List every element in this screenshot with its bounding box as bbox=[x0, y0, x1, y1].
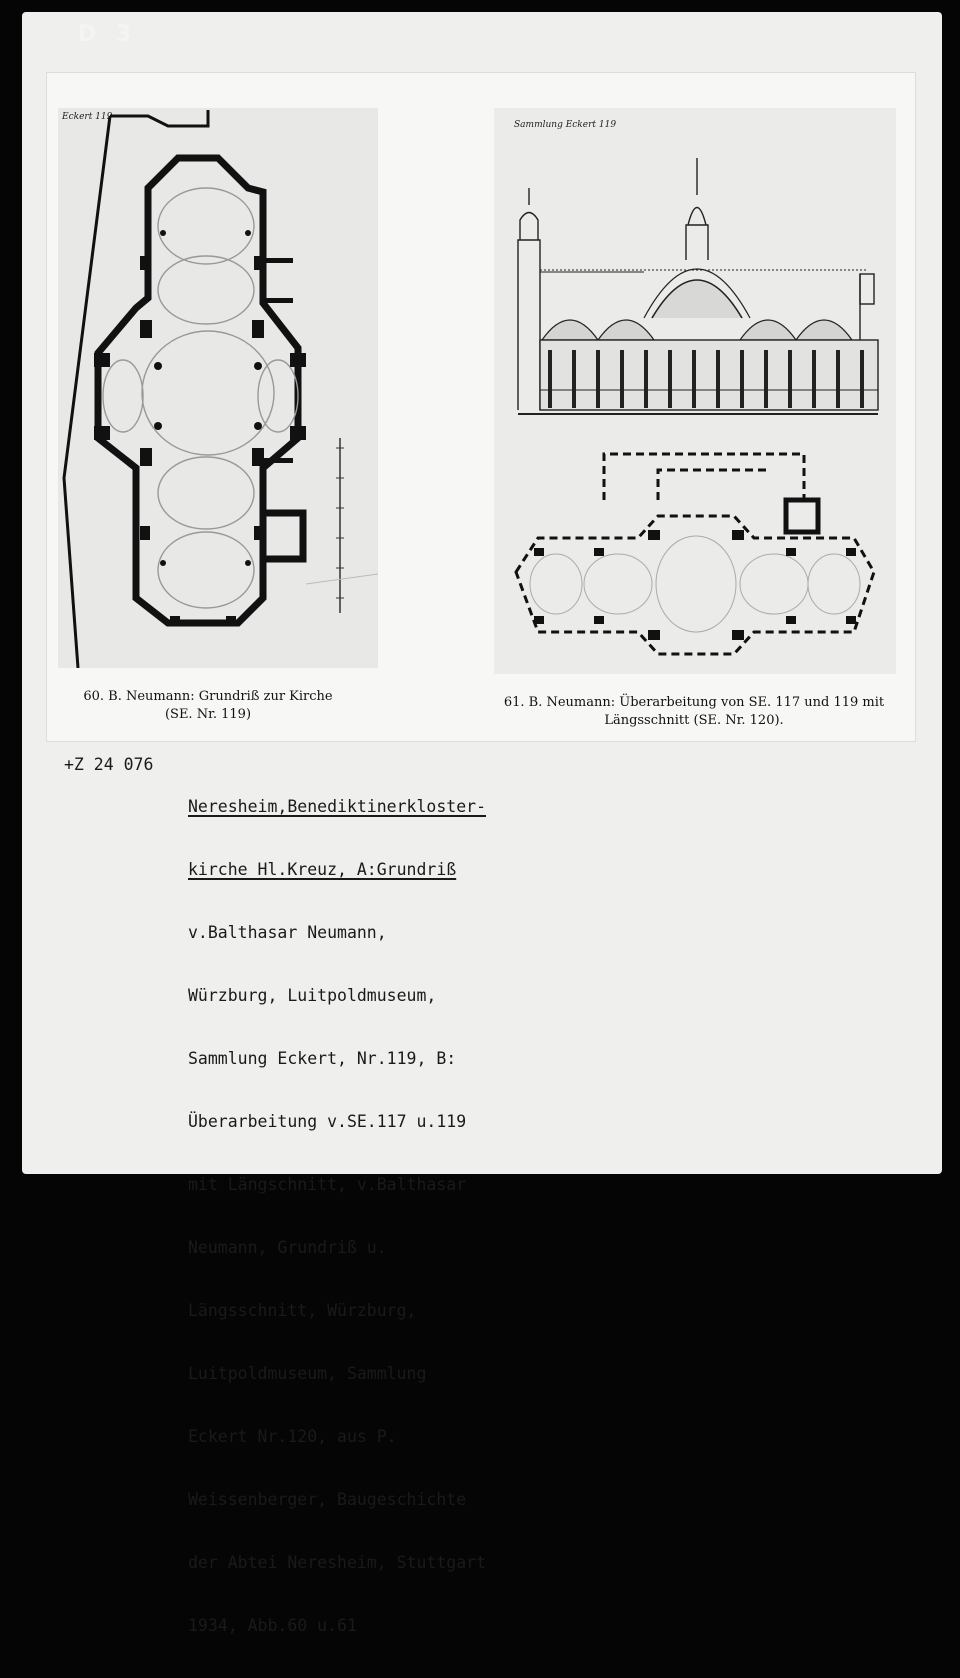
right-sheet-label: Sammlung Eckert 119 bbox=[514, 120, 617, 130]
longitudinal-section-drawing bbox=[508, 150, 882, 422]
revised-floor-plan-drawing bbox=[508, 440, 882, 668]
description-line: Eckert Nr.120, aus P. bbox=[188, 1427, 397, 1446]
left-caption-line1: 60. B. Neumann: Grundriß zur Kirche bbox=[83, 689, 333, 704]
description-line: Würzburg, Luitpoldmuseum, bbox=[188, 986, 437, 1005]
description-line: Sammlung Eckert, Nr.119, B: bbox=[188, 1049, 457, 1068]
description-line: kirche Hl.Kreuz, A:Grundriß bbox=[188, 860, 457, 879]
left-caption-line2: (SE. Nr. 119) bbox=[164, 707, 252, 722]
left-plate-caption bbox=[66, 688, 350, 724]
right-caption-line1: 61. B. Neumann: Überarbeitung von SE. 117 und 119 mit bbox=[503, 695, 885, 710]
left-sheet-label: Eckert 119 bbox=[62, 112, 113, 122]
description-line: mit Längschnitt, v.Balthasar bbox=[188, 1175, 467, 1194]
floor-plan-drawing bbox=[58, 108, 378, 668]
right-caption-line2: Längsschnitt (SE. Nr. 120). bbox=[604, 713, 784, 728]
corner-code: D 3 bbox=[78, 22, 138, 47]
description-line: Neumann, Grundriß u. bbox=[188, 1238, 387, 1257]
catalog-number: +Z 24 076 bbox=[64, 755, 154, 774]
right-plate-caption bbox=[488, 694, 900, 730]
description-line: Luitpoldmuseum, Sammlung bbox=[188, 1364, 427, 1383]
description-line: Weissenberger, Baugeschichte bbox=[188, 1490, 467, 1509]
index-card-text bbox=[64, 754, 487, 1635]
catalog-description bbox=[188, 754, 486, 1678]
description-line: Überarbeitung v.SE.117 u.119 bbox=[188, 1112, 467, 1131]
description-line: 1934, Abb.60 u.61 bbox=[188, 1616, 357, 1635]
description-line: Längsschnitt, Würzburg, bbox=[188, 1301, 417, 1320]
description-line: Neresheim,Benediktinerkloster- bbox=[188, 797, 487, 816]
description-line: der Abtei Neresheim, Stuttgart bbox=[188, 1553, 487, 1572]
description-line: v.Balthasar Neumann, bbox=[188, 923, 387, 942]
